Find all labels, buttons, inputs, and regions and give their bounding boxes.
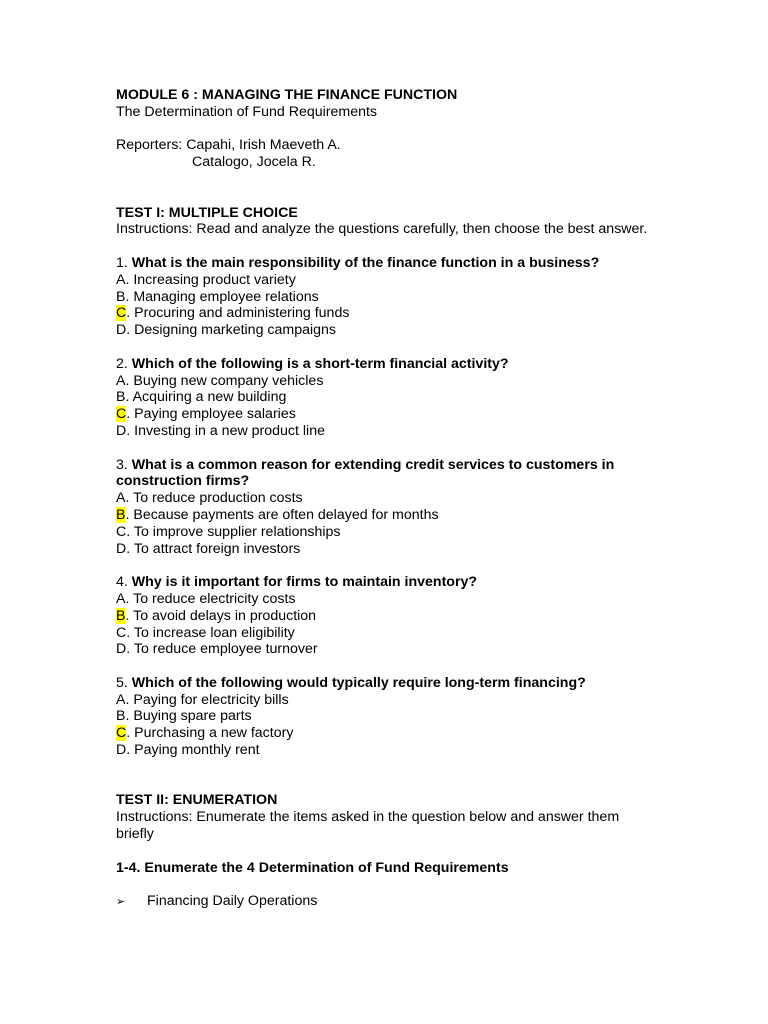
question-block (116, 356, 656, 440)
choice-text: . Designing marketing campaigns (126, 322, 337, 339)
test2-title: TEST II: ENUMERATION (116, 792, 278, 809)
document-body (116, 87, 656, 911)
question-prompt: Which of the following would typically require long-term financing? (131, 674, 586, 691)
choice-letter: A (116, 490, 126, 507)
choice-letter: D (116, 540, 127, 557)
topic-subtitle: The Determination of Fund Requirements (116, 103, 378, 120)
choice-text: . To attract foreign investors (126, 540, 301, 557)
module-title: MODULE 6 : MANAGING THE FINANCE FUNCTION (116, 87, 458, 103)
choice-text: . To avoid delays in production (125, 607, 317, 624)
choice-letter: C (116, 624, 127, 641)
question-number: 1. (116, 254, 132, 271)
choice-a (116, 272, 656, 289)
choice-b (116, 507, 656, 524)
choice-d (116, 423, 656, 440)
choice-d (116, 742, 656, 759)
choice-b (116, 608, 656, 625)
choice-a (116, 591, 656, 608)
choice-text: . To reduce electricity costs (125, 590, 296, 607)
choice-letter: B (116, 288, 126, 305)
test1-title: TEST I: MULTIPLE CHOICE (116, 204, 298, 221)
choice-text: . Paying monthly rent (126, 742, 260, 759)
choice-text: . Acquiring a new building (125, 389, 287, 406)
choice-c (116, 524, 656, 541)
question-prompt: Which of the following is a short-term financial activity? (131, 355, 509, 372)
choice-text: . Managing employee relations (125, 288, 319, 305)
choice-text: . Because payments are often delayed for months (125, 506, 439, 523)
choice-letter: D (116, 422, 127, 439)
choice-letter: D (116, 641, 127, 658)
choice-text: . Increasing product variety (125, 271, 296, 288)
test2-instructions: Instructions: Enumerate the items asked in the question below and answer them briefly (116, 809, 620, 843)
question-block (116, 574, 656, 658)
reporters-label: Reporters: (116, 137, 187, 154)
question-text (116, 356, 656, 373)
choice-c (116, 725, 656, 742)
choice-text: . Paying employee salaries (126, 406, 296, 423)
question-block (116, 255, 656, 339)
choice-c (116, 625, 656, 642)
choice-d (116, 541, 656, 558)
question-prompt: What is a common reason for extending credit services to customers in construction firms? (116, 456, 615, 490)
reporter-name-2: Catalogo, Jocela R. (192, 154, 316, 171)
choice-a (116, 490, 656, 507)
choice-letter: C (116, 523, 127, 540)
highlighted-answer-letter: C (116, 406, 127, 423)
question-prompt: What is the main responsibility of the finance function in a business? (131, 254, 600, 271)
enumeration-answer-item (116, 893, 656, 911)
choice-text: . Buying new company vehicles (125, 372, 324, 389)
highlighted-answer-letter: B (116, 506, 126, 523)
reporters-line-1 (116, 137, 656, 154)
question-number: 4. (116, 574, 132, 591)
choice-letter: A (116, 271, 126, 288)
question-text (116, 255, 656, 272)
question-text (116, 457, 656, 491)
test1-instructions: Instructions: Read and analyze the questions carefully, then choose the best answer. (116, 221, 648, 238)
question-number: 2. (116, 355, 132, 372)
choice-text: . To reduce production costs (125, 490, 303, 507)
reporter-name-1: Capahi, Irish Maeveth A. (186, 137, 341, 154)
choice-text: . To reduce employee turnover (126, 641, 318, 658)
question-block (116, 675, 656, 759)
choice-text: . Investing in a new product line (126, 422, 325, 439)
choice-b (116, 389, 656, 406)
choice-letter: B (116, 389, 126, 406)
enumeration-question: 1-4. Enumerate the 4 Determination of Fund Requirements (116, 859, 509, 876)
highlighted-answer-letter: C (116, 305, 127, 322)
question-number: 3. (116, 456, 132, 473)
question-prompt: Why is it important for firms to maintain inventory? (131, 574, 478, 591)
choice-d (116, 322, 656, 339)
choice-c (116, 305, 656, 322)
arrowhead-bullet-icon: ➢ (116, 895, 126, 909)
choice-letter: A (116, 691, 126, 708)
choice-letter: D (116, 322, 127, 339)
question-text (116, 675, 656, 692)
choice-letter: A (116, 372, 126, 389)
choice-b (116, 708, 656, 725)
choice-text: . Purchasing a new factory (126, 725, 294, 742)
choice-text: . Procuring and administering funds (126, 305, 350, 322)
choice-c (116, 406, 656, 423)
choice-a (116, 373, 656, 390)
choice-letter: B (116, 708, 126, 725)
choice-a (116, 692, 656, 709)
choice-text: . Paying for electricity bills (125, 691, 289, 708)
choice-b (116, 289, 656, 306)
highlighted-answer-letter: B (116, 607, 126, 624)
question-text (116, 574, 656, 591)
choice-text: . Buying spare parts (125, 708, 252, 725)
highlighted-answer-letter: C (116, 725, 127, 742)
choice-letter: D (116, 742, 127, 759)
choice-d (116, 641, 656, 658)
enumeration-answer-text: Financing Daily Operations (147, 893, 318, 910)
choice-text: . To improve supplier relationships (126, 523, 341, 540)
choice-letter: A (116, 590, 126, 607)
question-block (116, 457, 656, 558)
question-number: 5. (116, 674, 132, 691)
reporters-line-2 (116, 154, 656, 171)
choice-text: . To increase loan eligibility (126, 624, 295, 641)
